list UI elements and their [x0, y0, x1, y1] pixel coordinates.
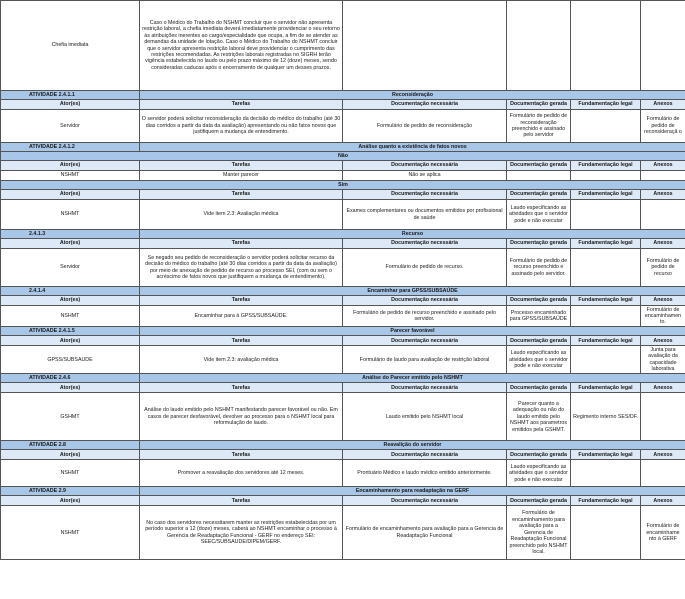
table-row: GSHMT Análise do laudo emitido pelo NSHMT manifestando parecer favorável ou não. Em casos de parecer desfavorável, devolver ao processo para o NSHMT local para reformulação de laudo. Laudo emitido pelo NSHMT local Parecer quanto a adequação ou não do laudo emitido pelo NSHMT aos parametros emitidos pela GSHMT. Regimento interno SES/DF. [1, 393, 685, 441]
table-row: NSHMT Promover a reavaliação dos servidores até 12 meses. Prontuário Médico e laudo médico emitido anteriormente. Laudo especificando as atividades que o servidor pode e não executar [1, 460, 685, 487]
subsection-header: Não [1, 152, 685, 161]
section-header [1, 91, 685, 100]
column-header-row: Ator(es) Tarefas Documentação necessária Documentação gerada Fundamentação legal Anexos [1, 496, 685, 506]
section-id: ATIVIDADE 2.4.1.1 [1, 91, 140, 100]
section-title: Reconsideração [140, 91, 685, 100]
section-header: ATIVIDADE 2.4.1.2 Análise quanto a existência de fatos novos [1, 143, 685, 152]
table-row: NSHMT Encaminhar para à GPSS/SUBSAÚDE. Formulário de pedido de recurso preenchido e assinado pelo servidor. Processo encaminhado para GPSS/SUBSAÚDE Formulário de encaminhamen to. [1, 306, 685, 327]
section-header: 2.4.1.3 Recurso [1, 230, 685, 239]
task-cell: Caso o Médico do Trabalho do NSHMT concluir que o servidor não apresenta restrição laboral, a chefia imediata deverá imediatamente providenciar o seu retorno às atribuições inerentes ao cargo/especialidade que ocupa, a fim de se atender as demandas da unidade de lotação. Caso o Médico do Trabalho do NSHMT concluir que o servidor apresenta restrição laboral deve providenciar o cumprimento das restrições recomendadas. As restrições laborais registradas no SIGRH terão vigência estabelecida no laudo ou pelo prazo máximo de 12 (doze) meses, sendo consideradas caducas após o encerramento de qualquer um desses prazos. [140, 1, 343, 91]
table-row: Servidor Se negado seu pedido de reconsideração o servidor poderá solicitar recurso da decisão do médico do trabalho (até 30 dias corridos a partir da data da avaliação) por meio de anexação de pedido de recurso ao processo SEI, (com ou sem o acréscimo de fatos novos que justifiquem a mudança de entendimento). Formulário de pedido de recurso. Formulário de pedido de recurso preenchido e assinado pelo servidor. Formulário de pedido de recurso [1, 249, 685, 287]
column-header-row: Ator(es) Tarefas Documentação necessária Documentação gerada Fundamentação legal Anexos [1, 190, 685, 200]
table-row: Servidor O servidor poderá solicitar reconsideração da decisão do médico do trabalho (até 30 dias corridos a partir da data da avaliação) apresentando ou não fatos novos que justifiquem a mudança de entendimento. Formulário de pedido de reconsideração Formulário de pedido de reconsideração preenchido e assinado pelo servidor Formulário de pedido de reconsideraçã o [1, 110, 685, 143]
subsection-header: Sim [1, 181, 685, 190]
column-header-row: Ator(es) Tarefas Documentação necessária Documentação gerada Fundamentação legal Anexos [1, 383, 685, 393]
column-header-row: Ator(es) Tarefas Documentação necessária Documentação gerada Fundamentação legal Anexos [1, 336, 685, 346]
table-row: NSHMT Manter parecer Não se aplica [1, 171, 685, 181]
section-header: ATIVIDADE 2.4.1.5 Parecer favorável [1, 327, 685, 336]
section-header: ATIVIDADE 2.8 Reavalição do servidor [1, 441, 685, 450]
table-row: GPSS/SUBSAUDE Vide item 2.3: avaliação médica Formulário de laudo para avaliação de restrição laboral Laudo especificando as atividades que o servidor pode e não executar Junta para avaliação da capacidade laborativa [1, 346, 685, 374]
table-row [1, 1, 685, 91]
column-header-row: Ator(es) Tarefas Documentação necessária Documentação gerada Fundamentação legal Anexos [1, 161, 685, 171]
column-header-row: Ator(es) Tarefas Documentação necessária Documentação gerada Fundamentação legal Anexos [1, 450, 685, 460]
section-header: ATIVIDADE 2.4.6 Análise do Parecer emitido pelo NSHMT [1, 374, 685, 383]
table-row: NSHMT Vide item 2.3: Avaliação médica Exames complementares ou documentos emitidos por profissional de saúde Laudo especificando as atividades que o servidor pode e não executar [1, 200, 685, 230]
section-header: 2.4.1.4 Encaminhar para GPSS/SUBSAÚDE [1, 287, 685, 296]
actor-cell: Chefia imediata [1, 1, 140, 91]
column-header-row: Ator(es) Tarefas Documentação necessária Documentação gerada Fundamentação legal Anexos [1, 296, 685, 306]
section-header: ATIVIDADE 2.9 Encaminhamento para readaptação na GERF [1, 487, 685, 496]
column-header-row: Ator(es) Tarefas Documentação necessária Documentação gerada Fundamentação legal Anexos [1, 239, 685, 249]
column-header-row: Ator(es) Tarefas Documentação necessária Documentação gerada Fundamentação legal Anexos [1, 100, 685, 110]
table-row: NSHMT No caso dos servidores necessitarem manter as restrições estabelecidas por um período superior a 12 (doze) meses, caberá ao NSHMT encaminhar o processo à Gerencia de Readaptação Funcional - GERF no endereço SEI: SEEC/SUBSAUDE/DIPEM/GERF. Formulário de encaminhamento para avaliação para a Gerencia de Readaptação Funcional Formulário de encaminhamento para avaliação para a Gerencia de Readaptação Funcional preenchido pelo NSHMT local. Formulário de encaminhame nto à GERF [1, 506, 685, 560]
